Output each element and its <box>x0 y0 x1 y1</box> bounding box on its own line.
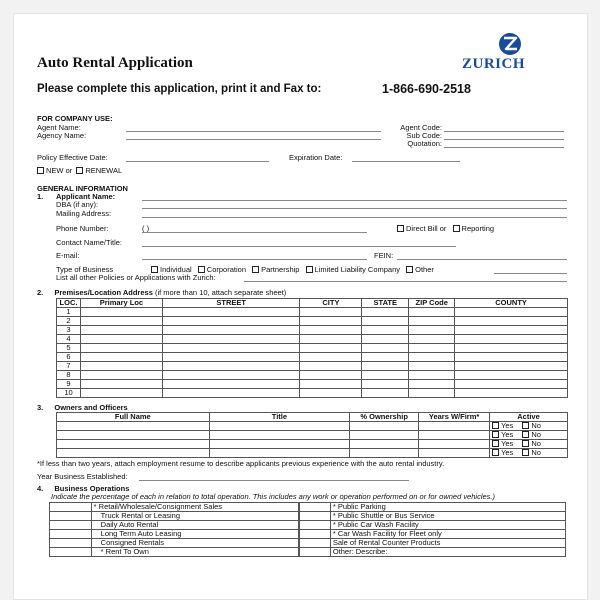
new-or-label: NEW or <box>46 166 73 175</box>
no-label: No <box>531 421 541 430</box>
owners-heading-row <box>37 404 128 412</box>
other-checkbox[interactable] <box>406 266 413 273</box>
table-row <box>57 353 568 362</box>
mailing-address-label: Mailing Address: <box>56 209 112 218</box>
operations-note: Indicate the percentage of each in relation to total operation. This includes any work or operation performed on or for owned vehicles.) <box>51 492 496 501</box>
operations-right-table <box>299 502 566 557</box>
agent-name-label: Agent Name: <box>37 123 81 132</box>
corporation-label: Corporation <box>206 265 246 274</box>
operations-heading: Business Operations <box>54 484 130 493</box>
llc-label: Limited Liability Company <box>314 265 401 274</box>
company-use-heading: FOR COMPANY USE: <box>37 114 113 123</box>
email-field[interactable] <box>142 259 367 260</box>
premises-heading-row <box>37 289 286 297</box>
renewal-checkbox[interactable] <box>76 167 83 174</box>
no-checkbox[interactable] <box>522 422 529 429</box>
owners-heading: Owners and Officers <box>54 403 128 412</box>
llc-checkbox[interactable] <box>306 266 313 273</box>
operation-label: Long Term Auto Leasing <box>91 530 298 539</box>
yes-checkbox[interactable] <box>492 449 499 456</box>
col-city: CITY <box>300 299 362 308</box>
fax-instructions: Please complete this application, print it and Fax to: <box>37 83 322 95</box>
individual-label: Individual <box>160 265 192 274</box>
premises-heading: Premises/Location Address <box>54 288 153 297</box>
loc-number: 1 <box>57 308 81 317</box>
email-label: E-mail: <box>56 251 80 260</box>
applicant-name-field[interactable] <box>142 200 567 201</box>
policy-effective-date-label: Policy Effective Date: <box>37 153 108 162</box>
applicant-name-label: Applicant Name: <box>56 192 116 201</box>
table-row <box>50 539 299 548</box>
col-street: STREET <box>162 299 300 308</box>
sub-code-field[interactable] <box>444 139 564 140</box>
billing-options <box>397 225 494 233</box>
phone-number-label: Phone Number: <box>56 224 109 233</box>
agent-name-field[interactable] <box>126 131 381 132</box>
premises-header-row <box>57 299 568 308</box>
loc-number: 3 <box>57 326 81 335</box>
fein-label: FEIN: <box>374 251 394 260</box>
col-state: STATE <box>362 299 409 308</box>
table-row <box>57 449 568 458</box>
table-row <box>57 344 568 353</box>
col-loc: LOC. <box>57 299 81 308</box>
dba-field[interactable] <box>142 208 567 209</box>
owners-table <box>56 412 568 458</box>
agent-code-field[interactable] <box>444 131 564 132</box>
direct-bill-label: Direct Bill or <box>406 224 447 233</box>
no-label: No <box>531 439 541 448</box>
expiration-date-field[interactable] <box>352 161 460 162</box>
col-years: Years W/Firm* <box>419 413 490 422</box>
operation-label: Consigned Rentals <box>91 539 298 548</box>
table-row <box>57 362 568 371</box>
table-row <box>57 308 568 317</box>
loc-number: 7 <box>57 362 81 371</box>
section-2-number: 2. <box>37 288 44 297</box>
other-label: Other <box>415 265 434 274</box>
loc-number: 2 <box>57 317 81 326</box>
col-active: Active <box>490 413 568 422</box>
yes-label: Yes <box>501 439 514 448</box>
operation-label: * Public Parking <box>330 503 565 512</box>
table-row <box>57 371 568 380</box>
operation-label: * Public Shuttle or Bus Service <box>330 512 565 521</box>
loc-number: 4 <box>57 335 81 344</box>
yes-checkbox[interactable] <box>492 431 499 438</box>
list-policies-field[interactable] <box>244 281 567 282</box>
no-checkbox[interactable] <box>522 440 529 447</box>
corporation-checkbox[interactable] <box>198 266 205 273</box>
operations-left-table <box>49 502 299 557</box>
renewal-label: RENEWAL <box>85 166 123 175</box>
contact-field[interactable] <box>142 246 456 247</box>
operation-label: * Retail/Wholesale/Consignment Sales <box>91 503 298 512</box>
table-row <box>57 431 568 440</box>
agent-code-label: Agent Code: <box>400 123 442 132</box>
yes-checkbox[interactable] <box>492 422 499 429</box>
no-checkbox[interactable] <box>522 449 529 456</box>
loc-number: 6 <box>57 353 81 362</box>
table-row <box>57 326 568 335</box>
new-checkbox[interactable] <box>37 167 44 174</box>
new-renewal-row <box>37 167 122 175</box>
active-cell <box>490 449 568 458</box>
loc-number: 9 <box>57 380 81 389</box>
page-title: Auto Rental Application <box>37 55 193 71</box>
col-county: COUNTY <box>455 299 568 308</box>
year-established-label: Year Business Established: <box>37 472 128 481</box>
contact-label: Contact Name/Title: <box>56 238 122 247</box>
quotation-field[interactable] <box>444 147 564 148</box>
no-label: No <box>531 448 541 457</box>
fax-number: 1-866-690-2518 <box>382 82 471 96</box>
general-information-heading: GENERAL INFORMATION <box>37 184 128 193</box>
yes-label: Yes <box>501 421 514 430</box>
premises-note: (if more than 10, attach separate sheet) <box>154 288 287 297</box>
agency-name-label: Agency Name: <box>37 131 87 140</box>
table-row <box>57 317 568 326</box>
yes-label: Yes <box>501 448 514 457</box>
reporting-checkbox[interactable] <box>453 225 460 232</box>
phone-area-code: ( ) <box>142 224 150 233</box>
operation-label: * Public Car Wash Facility <box>330 521 565 530</box>
partnership-checkbox[interactable] <box>252 266 259 273</box>
reporting-label: Reporting <box>461 224 495 233</box>
col-zip: ZIP Code <box>409 299 455 308</box>
agency-name-field[interactable] <box>126 139 381 140</box>
premises-table <box>56 298 568 398</box>
section-4-number: 4. <box>37 484 44 493</box>
owners-header-row <box>57 413 568 422</box>
operation-label: Sale of Rental Counter Products <box>330 539 565 548</box>
col-ownership: % Ownership <box>350 413 419 422</box>
fein-field[interactable] <box>397 259 567 260</box>
list-policies-label: List all other Policies or Applications with Zurich: <box>56 273 216 282</box>
expiration-date-label: Expiration Date: <box>289 153 343 162</box>
sub-code-label: Sub Code: <box>406 131 442 140</box>
loc-number: 5 <box>57 344 81 353</box>
no-label: No <box>531 430 541 439</box>
policy-effective-date-field[interactable] <box>126 161 269 162</box>
yes-label: Yes <box>501 430 514 439</box>
operation-label: Truck Rental or Leasing <box>91 512 298 521</box>
yes-checkbox[interactable] <box>492 440 499 447</box>
table-row <box>300 548 566 557</box>
dba-label: DBA (if any): <box>56 200 99 209</box>
quotation-label: Quotation: <box>407 139 442 148</box>
logo-wordmark: ZURICH <box>462 56 526 72</box>
table-row <box>50 512 299 521</box>
table-row <box>57 422 568 431</box>
table-row <box>57 440 568 449</box>
table-row <box>50 548 299 557</box>
loc-number: 8 <box>57 371 81 380</box>
table-row <box>57 380 568 389</box>
table-row <box>50 530 299 539</box>
application-page <box>13 13 588 600</box>
direct-bill-checkbox[interactable] <box>397 225 404 232</box>
operation-label: Daily Auto Rental <box>91 521 298 530</box>
operation-label: * Car Wash Facility for Fleet only <box>330 530 565 539</box>
col-title: Title <box>209 413 350 422</box>
year-established-field[interactable] <box>139 480 409 481</box>
table-row <box>57 389 568 398</box>
individual-checkbox[interactable] <box>151 266 158 273</box>
other-type-field[interactable] <box>494 273 567 274</box>
col-primary-loc: Primary Loc <box>80 299 162 308</box>
operation-label: Other: Describe: <box>330 548 565 557</box>
mailing-address-field[interactable] <box>142 217 567 218</box>
section-3-number: 3. <box>37 403 44 412</box>
operation-label: * Rent To Own <box>91 548 298 557</box>
no-checkbox[interactable] <box>522 431 529 438</box>
type-of-business-label: Type of Business <box>56 265 114 274</box>
partnership-label: Partnership <box>261 265 300 274</box>
loc-number: 10 <box>57 389 81 398</box>
col-full-name: Full Name <box>57 413 210 422</box>
phone-number-field[interactable] <box>142 232 367 233</box>
section-1-number: 1. <box>37 192 44 201</box>
owners-footnote: *If less than two years, attach employment resume to describe applicants previous experience with the auto rental industry. <box>37 459 445 468</box>
table-row <box>57 335 568 344</box>
